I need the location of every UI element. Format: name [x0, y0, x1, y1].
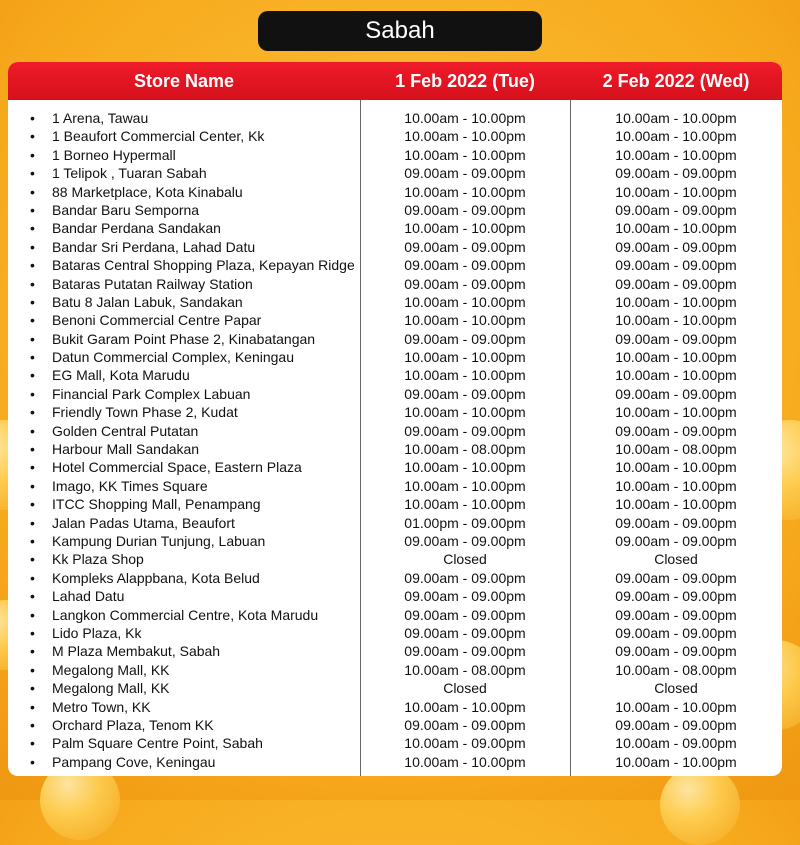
- hours-date-1: 09.00am - 09.00pm: [404, 606, 526, 623]
- hours-date-1: 10.00am - 10.00pm: [404, 183, 526, 200]
- table-row: [8, 385, 782, 403]
- hours-date-1: 09.00am - 09.00pm: [404, 330, 526, 347]
- table-row: [8, 550, 782, 568]
- table-row: [8, 109, 782, 127]
- table-row: [8, 458, 782, 476]
- table-row: [8, 753, 782, 771]
- table-row: [8, 422, 782, 440]
- hours-date-2: 09.00am - 09.00pm: [615, 514, 737, 531]
- bullet-icon: •: [30, 238, 35, 255]
- bullet-icon: •: [30, 698, 35, 715]
- bullet-icon: •: [30, 183, 35, 200]
- bullet-icon: •: [30, 735, 35, 752]
- bullet-icon: •: [30, 441, 35, 458]
- hours-date-1: 10.00am - 10.00pm: [404, 128, 526, 145]
- store-name: M Plaza Membakut, Sabah: [52, 643, 221, 660]
- bullet-icon: •: [30, 349, 35, 366]
- hours-date-1: 10.00am - 10.00pm: [404, 459, 526, 476]
- hours-date-1: 10.00am - 10.00pm: [404, 220, 526, 237]
- store-name: Benoni Commercial Centre Papar: [52, 312, 262, 329]
- header-store-name: Store Name: [133, 70, 235, 91]
- store-name: Golden Central Putatan: [52, 422, 199, 439]
- store-name: Pampang Cove, Keningau: [52, 753, 216, 770]
- hours-date-2: Closed: [654, 551, 698, 568]
- header-date-1: 1 Feb 2022 (Tue): [395, 70, 535, 91]
- store-name: Batu 8 Jalan Labuk, Sandakan: [52, 293, 243, 310]
- bullet-icon: •: [30, 643, 35, 660]
- bg-bubble: [660, 765, 740, 845]
- hours-date-1: 10.00am - 10.00pm: [404, 404, 526, 421]
- bullet-icon: •: [30, 128, 35, 145]
- bullet-icon: •: [30, 680, 35, 697]
- bullet-icon: •: [30, 257, 35, 274]
- hours-date-2: 09.00am - 09.00pm: [615, 532, 737, 549]
- table-row: [8, 606, 782, 624]
- hours-date-1: 10.00am - 10.00pm: [404, 753, 526, 770]
- store-name: Kampung Durian Tunjung, Labuan: [52, 532, 266, 549]
- hours-date-2: 10.00am - 10.00pm: [615, 698, 737, 715]
- hours-date-1: 10.00am - 08.00pm: [404, 661, 526, 678]
- hours-date-2: 09.00am - 09.00pm: [615, 257, 737, 274]
- bullet-icon: •: [30, 404, 35, 421]
- hours-date-2: 10.00am - 10.00pm: [615, 146, 737, 163]
- bullet-icon: •: [30, 110, 35, 126]
- hours-date-1: 10.00am - 10.00pm: [404, 477, 526, 494]
- table-row: [8, 532, 782, 550]
- hours-date-1: 09.00am - 09.00pm: [404, 716, 526, 733]
- hours-date-1: 10.00am - 08.00pm: [404, 441, 526, 458]
- hours-date-1: 01.00pm - 09.00pm: [404, 514, 526, 531]
- hours-date-1: 10.00am - 10.00pm: [404, 312, 526, 329]
- hours-date-1: 09.00am - 09.00pm: [404, 201, 526, 218]
- hours-date-2: 10.00am - 10.00pm: [615, 753, 737, 770]
- hours-date-1: 10.00am - 09.00pm: [404, 735, 526, 752]
- store-name: Imago, KK Times Square: [52, 477, 208, 494]
- hours-date-1: 09.00am - 09.00pm: [404, 643, 526, 660]
- page-title: Sabah: [258, 11, 542, 51]
- table-row: [8, 698, 782, 716]
- store-name: 1 Borneo Hypermall: [52, 146, 176, 163]
- hours-date-2: 09.00am - 09.00pm: [615, 624, 737, 641]
- store-name: Megalong Mall, KK: [52, 661, 170, 678]
- table-row: [8, 403, 782, 421]
- table-row: [8, 679, 782, 697]
- table-row: [8, 164, 782, 182]
- hours-date-2: 10.00am - 10.00pm: [615, 496, 737, 513]
- table-row: [8, 661, 782, 679]
- bullet-icon: •: [30, 496, 35, 513]
- hours-date-2: 09.00am - 09.00pm: [615, 165, 737, 182]
- bullet-icon: •: [30, 661, 35, 678]
- hours-date-2: 09.00am - 09.00pm: [615, 385, 737, 402]
- store-name: Datun Commercial Complex, Keningau: [52, 349, 294, 366]
- table-row: [8, 642, 782, 660]
- store-name: Kompleks Alappbana, Kota Belud: [52, 569, 260, 586]
- hours-date-2: 09.00am - 09.00pm: [615, 606, 737, 623]
- store-name: 1 Telipok , Tuaran Sabah: [52, 165, 207, 182]
- store-name: Bandar Perdana Sandakan: [52, 220, 221, 237]
- table-row: [8, 716, 782, 734]
- hours-date-2: 10.00am - 08.00pm: [615, 661, 737, 678]
- store-name: Palm Square Centre Point, Sabah: [52, 735, 263, 752]
- hours-date-2: 10.00am - 10.00pm: [615, 220, 737, 237]
- hours-date-2: 10.00am - 10.00pm: [615, 477, 737, 494]
- table-row: [8, 146, 782, 164]
- table-row: [8, 127, 782, 145]
- hours-date-2: 09.00am - 09.00pm: [615, 716, 737, 733]
- bullet-icon: •: [30, 165, 35, 182]
- store-name: Langkon Commercial Centre, Kota Marudu: [52, 606, 319, 623]
- store-name: 1 Arena, Tawau: [52, 110, 149, 126]
- store-name: 88 Marketplace, Kota Kinabalu: [52, 183, 243, 200]
- table-row: [8, 348, 782, 366]
- store-name: Friendly Town Phase 2, Kudat: [52, 404, 238, 421]
- hours-date-2: 09.00am - 09.00pm: [615, 330, 737, 347]
- hours-date-2: 09.00am - 09.00pm: [615, 643, 737, 660]
- bullet-icon: •: [30, 146, 35, 163]
- hours-date-2: 10.00am - 10.00pm: [615, 293, 737, 310]
- hours-date-2: 10.00am - 08.00pm: [615, 441, 737, 458]
- hours-date-1: 10.00am - 10.00pm: [404, 367, 526, 384]
- bullet-icon: •: [30, 312, 35, 329]
- store-name: Lido Plaza, Kk: [52, 624, 142, 641]
- hours-date-1: 09.00am - 09.00pm: [404, 569, 526, 586]
- store-name: Harbour Mall Sandakan: [52, 441, 200, 458]
- bullet-icon: •: [30, 293, 35, 310]
- header-date-2: 2 Feb 2022 (Wed): [602, 70, 750, 91]
- table-row: [8, 734, 782, 752]
- bullet-icon: •: [30, 385, 35, 402]
- store-name: ITCC Shopping Mall, Penampang: [52, 496, 261, 513]
- bullet-icon: •: [30, 330, 35, 347]
- hours-date-1: Closed: [443, 551, 487, 568]
- hours-date-2: 09.00am - 09.00pm: [615, 588, 737, 605]
- store-name: Metro Town, KK: [52, 698, 151, 715]
- hours-date-1: 09.00am - 09.00pm: [404, 532, 526, 549]
- table-row: [8, 330, 782, 348]
- store-name: Orchard Plaza, Tenom KK: [52, 716, 214, 733]
- hours-date-1: 09.00am - 09.00pm: [404, 385, 526, 402]
- hours-date-1: 10.00am - 10.00pm: [404, 293, 526, 310]
- store-name: Jalan Padas Utama, Beaufort: [52, 514, 235, 531]
- hours-date-2: Closed: [654, 680, 698, 697]
- table-row: [8, 587, 782, 605]
- table-row: [8, 477, 782, 495]
- bullet-icon: •: [30, 532, 35, 549]
- bullet-icon: •: [30, 569, 35, 586]
- bullet-icon: •: [30, 514, 35, 531]
- bullet-icon: •: [30, 367, 35, 384]
- hours-date-2: 10.00am - 10.00pm: [615, 312, 737, 329]
- table-row: [8, 440, 782, 458]
- table-header: [8, 62, 782, 100]
- store-name: Bataras Central Shopping Plaza, Kepayan Ridge: [52, 257, 355, 274]
- bullet-icon: •: [30, 422, 35, 439]
- hours-date-1: 10.00am - 10.00pm: [404, 349, 526, 366]
- store-name: Bandar Baru Semporna: [52, 201, 200, 218]
- bullet-icon: •: [30, 753, 35, 770]
- bullet-icon: •: [30, 201, 35, 218]
- table-row: [8, 366, 782, 384]
- hours-date-1: 09.00am - 09.00pm: [404, 624, 526, 641]
- hours-date-1: 09.00am - 09.00pm: [404, 257, 526, 274]
- hours-date-2: 10.00am - 10.00pm: [615, 404, 737, 421]
- hours-date-1: 09.00am - 09.00pm: [404, 422, 526, 439]
- table-row: [8, 275, 782, 293]
- table-row: [8, 293, 782, 311]
- bullet-icon: •: [30, 459, 35, 476]
- store-name: Lahad Datu: [52, 588, 125, 605]
- store-hours-table: [8, 62, 782, 776]
- hours-date-2: 10.00am - 10.00pm: [615, 367, 737, 384]
- hours-date-2: 10.00am - 10.00pm: [615, 128, 737, 145]
- bullet-icon: •: [30, 275, 35, 292]
- hours-date-2: 09.00am - 09.00pm: [615, 238, 737, 255]
- store-name: Financial Park Complex Labuan: [52, 385, 251, 402]
- hours-date-1: 10.00am - 10.00pm: [404, 146, 526, 163]
- hours-date-1: 10.00am - 10.00pm: [404, 110, 526, 126]
- table-row: [8, 183, 782, 201]
- hours-date-1: 10.00am - 10.00pm: [404, 496, 526, 513]
- hours-date-1: 09.00am - 09.00pm: [404, 165, 526, 182]
- store-name: 1 Beaufort Commercial Center, Kk: [52, 128, 265, 145]
- bullet-icon: •: [30, 716, 35, 733]
- hours-date-1: 09.00am - 09.00pm: [404, 588, 526, 605]
- hours-date-2: 10.00am - 10.00pm: [615, 459, 737, 476]
- hours-date-2: 10.00am - 10.00pm: [615, 110, 737, 126]
- bullet-icon: •: [30, 624, 35, 641]
- bullet-icon: •: [30, 477, 35, 494]
- store-name: Kk Plaza Shop: [52, 551, 144, 568]
- hours-date-1: 09.00am - 09.00pm: [404, 275, 526, 292]
- hours-date-2: 10.00am - 10.00pm: [615, 183, 737, 200]
- store-name: Megalong Mall, KK: [52, 680, 170, 697]
- table-row: [8, 238, 782, 256]
- table-row: [8, 514, 782, 532]
- bullet-icon: •: [30, 220, 35, 237]
- store-name: Hotel Commercial Space, Eastern Plaza: [52, 459, 302, 476]
- hours-date-1: 10.00am - 10.00pm: [404, 698, 526, 715]
- hours-date-1: 09.00am - 09.00pm: [404, 238, 526, 255]
- table-row: [8, 219, 782, 237]
- hours-date-2: 09.00am - 09.00pm: [615, 275, 737, 292]
- hours-date-2: 09.00am - 09.00pm: [615, 201, 737, 218]
- store-name: Bukit Garam Point Phase 2, Kinabatangan: [52, 330, 316, 347]
- bullet-icon: •: [30, 551, 35, 568]
- table-row: [8, 495, 782, 513]
- hours-date-2: 09.00am - 09.00pm: [615, 422, 737, 439]
- store-name: Bandar Sri Perdana, Lahad Datu: [52, 238, 256, 255]
- bullet-icon: •: [30, 588, 35, 605]
- table-body: [8, 109, 782, 771]
- table-row: [8, 311, 782, 329]
- bullet-icon: •: [30, 606, 35, 623]
- table-row: [8, 201, 782, 219]
- hours-date-1: Closed: [443, 680, 487, 697]
- store-name: Bataras Putatan Railway Station: [52, 275, 253, 292]
- hours-date-2: 09.00am - 09.00pm: [615, 569, 737, 586]
- store-name: EG Mall, Kota Marudu: [52, 367, 190, 384]
- hours-date-2: 10.00am - 10.00pm: [615, 349, 737, 366]
- table-row: [8, 256, 782, 274]
- table-row: [8, 624, 782, 642]
- hours-date-2: 10.00am - 09.00pm: [615, 735, 737, 752]
- table-row: [8, 569, 782, 587]
